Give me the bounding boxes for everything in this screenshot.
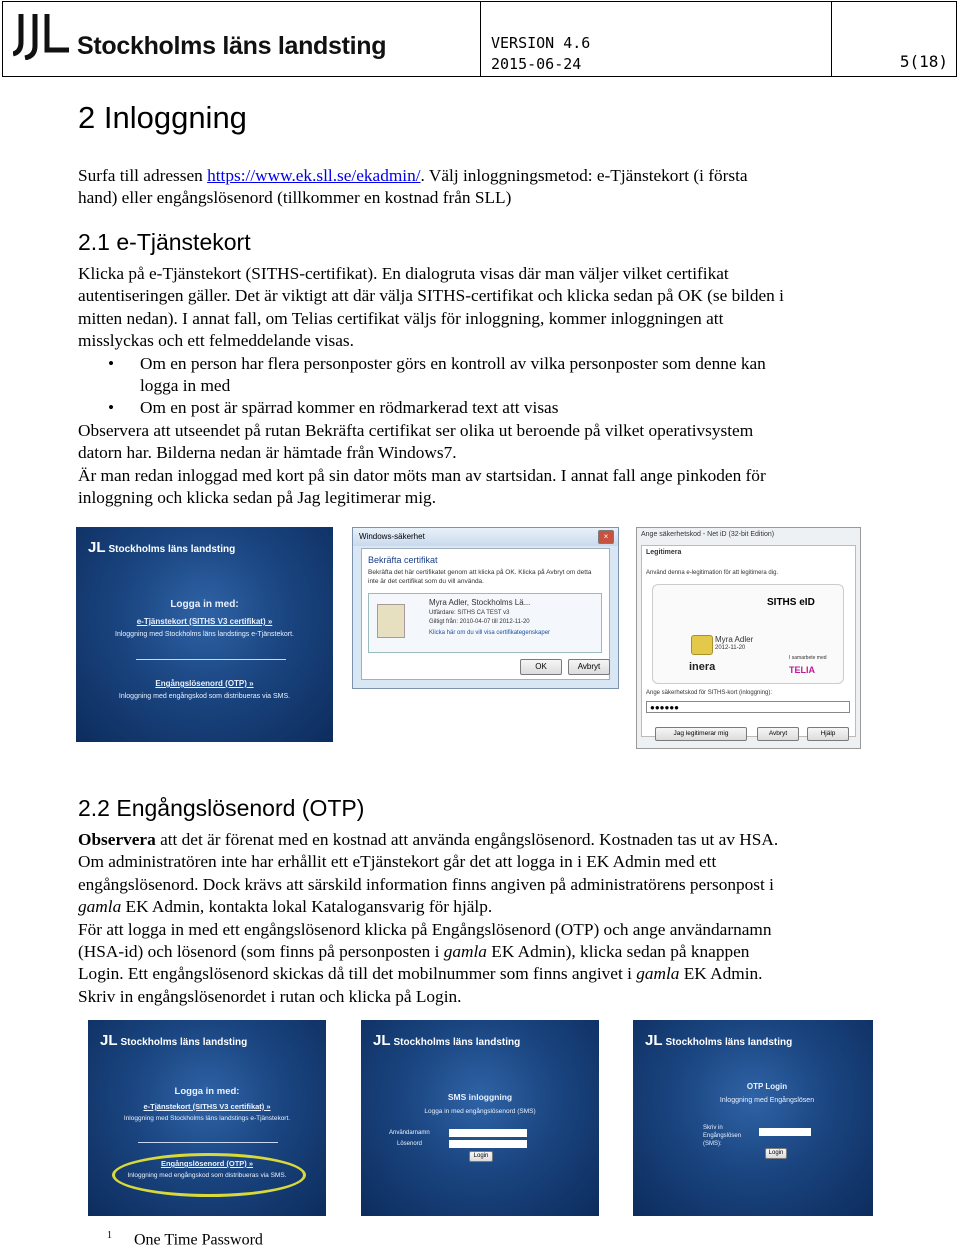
dialog-titlebar: Windows-säkerhet bbox=[353, 528, 618, 546]
certificate-entry[interactable] bbox=[368, 593, 602, 653]
footnote-number: 1 bbox=[107, 1230, 112, 1241]
card-name: Myra Adler bbox=[715, 635, 754, 644]
etj-paragraph: Klicka på e-Tjänstekort (SITHS-certifikat). En dialogruta visas där man väljer vilket certifikat autentiseringen gäller. Det är viktigt att där välja SITHS-certifikat och klicka sedan på OK (se bilden i mitten nedan). I annat fall, om Telias certifikat väljs för inloggning, kommer inloggningen att misslyckas och ett felmeddelande visas. • Om en person har flera personposter görs en kontroll av vilka personposter som denne kan logga in med • Om en post är spärrad kommer en rödmarkerad text att visas Observera att utseendet på rutan Bekräfta certifikat ser olika ut beroende på vilket operativsystem datorn har. Bilderna nedan är hämtade från Windows7. Är man redan inloggad med kort på sin dator möts man av startsidan. I annat fall ange pinkoden för inloggning och klicka sedan på Jag legitimerar mig. bbox=[78, 263, 898, 509]
otp-login-link[interactable]: Engångslösenord (OTP) » bbox=[160, 1159, 254, 1168]
version-label: VERSION 4.6 bbox=[491, 34, 591, 52]
footnote-text: One Time Password bbox=[134, 1231, 263, 1249]
issued-by-label: I samarbete med bbox=[789, 655, 827, 661]
etj-login-desc: Inloggning med Stockholms läns landstings e-Tjänstekort. bbox=[123, 1115, 291, 1122]
netid-title: Ange säkerhetskod - Net iD (32-bit Edition) bbox=[641, 531, 775, 538]
login-title: Logga in med: bbox=[170, 599, 239, 610]
heading-otp: 2.2 Engångslösenord (OTP) bbox=[78, 795, 365, 821]
org-name: Stockholms läns landsting bbox=[77, 32, 387, 60]
confirm-certificate-dialog bbox=[352, 527, 619, 689]
brand-label: Stockholms läns landsting bbox=[120, 1037, 248, 1048]
dialog-desc: Bekräfta det här certifikatet genom att klicka på OK. Klicka på Avbryt om detta bbox=[368, 569, 592, 576]
cert-issuer: Utfärdare: SITHS CA TEST v3 bbox=[429, 610, 510, 616]
intro-paragraph: Surfa till adressen https://www.ek.sll.se/ekadmin/. Välj inloggningsmetod: e-Tjänstekort (i första hand) eller engångslösenord (tillkommer en kostnad från SLL) bbox=[78, 166, 748, 208]
pin-input[interactable]: ●●●●●● bbox=[646, 701, 850, 713]
version-date: 2015-06-24 bbox=[491, 55, 582, 73]
header-version-cell bbox=[481, 2, 832, 76]
footnote bbox=[107, 1230, 263, 1249]
login-title: Logga in med: bbox=[174, 1086, 240, 1097]
password-label: Lösenord bbox=[397, 1141, 423, 1147]
password-input[interactable] bbox=[449, 1140, 527, 1148]
netid-desc: Använd denna e-legitimation för att legitimera dig. bbox=[646, 570, 779, 576]
legitimize-button[interactable]: Jag legitimerar mig bbox=[655, 727, 747, 741]
etj-login-desc: Inloggning med Stockholms läns landstings e-Tjänstekort. bbox=[115, 631, 294, 638]
list-item: • Om en person har flera personposter görs en kontroll av vilka personposter som denne kan logga in med bbox=[108, 353, 766, 396]
dialog-desc-2: inte är det certifikat som du vill använda. bbox=[368, 578, 484, 585]
etj-login-link[interactable]: e-Tjänstekort (SITHS V3 certifikat) » bbox=[143, 1102, 271, 1111]
login-screen-1: JL Stockholms läns landsting Logga in med: e-Tjänstekort (SITHS V3 certifikat) » Inloggning med Stockholms läns landstings e-Tjänstekort. Engångslösenord (OTP) » Inloggning med engångskod som distribueras via SMS. bbox=[76, 527, 333, 742]
list-item: • Om en post är spärrad kommer en rödmarkerad text att visas bbox=[108, 398, 559, 418]
brand-label: Stockholms läns landsting bbox=[108, 544, 236, 555]
username-label: Användarnamn bbox=[389, 1130, 430, 1136]
dialog-heading: Bekräfta certifikat bbox=[368, 555, 438, 565]
sll-logo-icon bbox=[13, 12, 71, 60]
certificate-icon bbox=[377, 604, 405, 638]
divider bbox=[136, 659, 286, 660]
otp-title: OTP Login bbox=[746, 1082, 788, 1091]
chip-icon bbox=[691, 635, 713, 655]
ekadmin-link[interactable]: https://www.ek.sll.se/ekadmin/ bbox=[207, 166, 421, 185]
cert-valid: Giltigt från: 2010-04-07 till 2012-11-20 bbox=[429, 619, 530, 625]
header-logo-cell bbox=[3, 2, 481, 76]
otp-paragraph: Observera att det är förenat med en kostnad att använda engångslösenord. Kostnaden tas ut av HSA. Om administratören inte har erhållit ett eTjänstekort går det att logga in i EK Admin med ett engångslösenord. Dock krävs att särskild information finns angiven på administratörens personpost i gamla EK Admin, kontakta lokal Katalogansvarig för hjälp. För att logga in med ett engångslösenord klicka på Engångslösenord (OTP) och ange användarnamn (HSA-id) och lösenord (som finns på personposten i gamla EK Admin), klicka sedan på knappen Login. Ett engångslösenord skickas då till det mobilnummer som finns angivet i gamla EK Admin. Skriv in engångslösenordet i rutan och klicka på Login. bbox=[78, 830, 779, 1006]
cert-name: Myra Adler, Stockholms Lä... bbox=[429, 598, 531, 607]
netid-section: Legitimera bbox=[646, 549, 682, 556]
username-input[interactable] bbox=[449, 1129, 527, 1137]
siths-card bbox=[652, 584, 844, 684]
otp-sub: Inloggning med Engångslösen bbox=[719, 1097, 815, 1104]
otp-login-button[interactable]: Login bbox=[765, 1148, 787, 1159]
netid-dialog bbox=[636, 527, 861, 749]
otp-login-screen: JL Stockholms läns landsting OTP Login Inloggning med Engångslösen Skriv in Engångslösen (SMS): Login bbox=[633, 1020, 873, 1216]
heading-inloggning: 2 Inloggning bbox=[78, 100, 247, 135]
sms-login-screen: JL Stockholms läns landsting SMS inloggning Logga in med engångslösenord (SMS) Användarnamn Lösenord Login bbox=[361, 1020, 599, 1216]
inera-logo: inera bbox=[689, 661, 716, 673]
etj-login-link[interactable]: e-Tjänstekort (SITHS V3 certifikat) » bbox=[136, 617, 273, 626]
close-icon[interactable]: × bbox=[598, 530, 614, 544]
card-date: 2012-11-20 bbox=[715, 645, 746, 651]
brand-label: Stockholms läns landsting bbox=[665, 1037, 793, 1048]
otp-login-link[interactable]: Engångslösenord (OTP) » bbox=[155, 679, 254, 688]
heading-etjanstekort: 2.1 e-Tjänstekort bbox=[78, 229, 251, 255]
otp-login-desc: Inloggning med engångskod som distribueras via SMS. bbox=[118, 693, 291, 700]
pin-label: Ange säkerhetskod för SITHS-kort (inloggning): bbox=[646, 690, 773, 696]
otp-code-input[interactable] bbox=[759, 1128, 811, 1136]
login-screen-2: JL Stockholms läns landsting Logga in med: e-Tjänstekort (SITHS V3 certifikat) » Inloggning med Stockholms läns landstings e-Tjänstekort. Engångslösenord (OTP) » Inloggning med engångskod som distribueras via SMS. bbox=[88, 1020, 326, 1216]
cert-properties-link[interactable]: Klicka här om du vill visa certifikategenskaper bbox=[429, 630, 551, 636]
ok-button[interactable]: OK bbox=[520, 659, 562, 675]
page-header bbox=[2, 1, 957, 77]
sms-sub: Logga in med engångslösenord (SMS) bbox=[424, 1108, 536, 1115]
card-title: SITHS eID bbox=[767, 597, 815, 608]
help-button[interactable]: Hjälp bbox=[807, 727, 849, 741]
telia-logo: TELIA bbox=[789, 665, 815, 675]
sms-title: SMS inloggning bbox=[447, 1092, 513, 1102]
otp-code-label: Skriv in Engångslösen (SMS): bbox=[703, 1125, 742, 1147]
divider bbox=[138, 1142, 278, 1143]
sms-login-button[interactable]: Login bbox=[469, 1151, 493, 1162]
netid-cancel-button[interactable]: Avbryt bbox=[757, 727, 799, 741]
header-page-cell bbox=[832, 2, 956, 76]
cancel-button[interactable]: Avbryt bbox=[568, 659, 610, 675]
otp-login-desc: Inloggning med engångskod som distribueras via SMS. bbox=[127, 1172, 287, 1179]
brand-label: Stockholms läns landsting bbox=[393, 1037, 521, 1048]
page-number: 5(18) bbox=[899, 52, 948, 71]
